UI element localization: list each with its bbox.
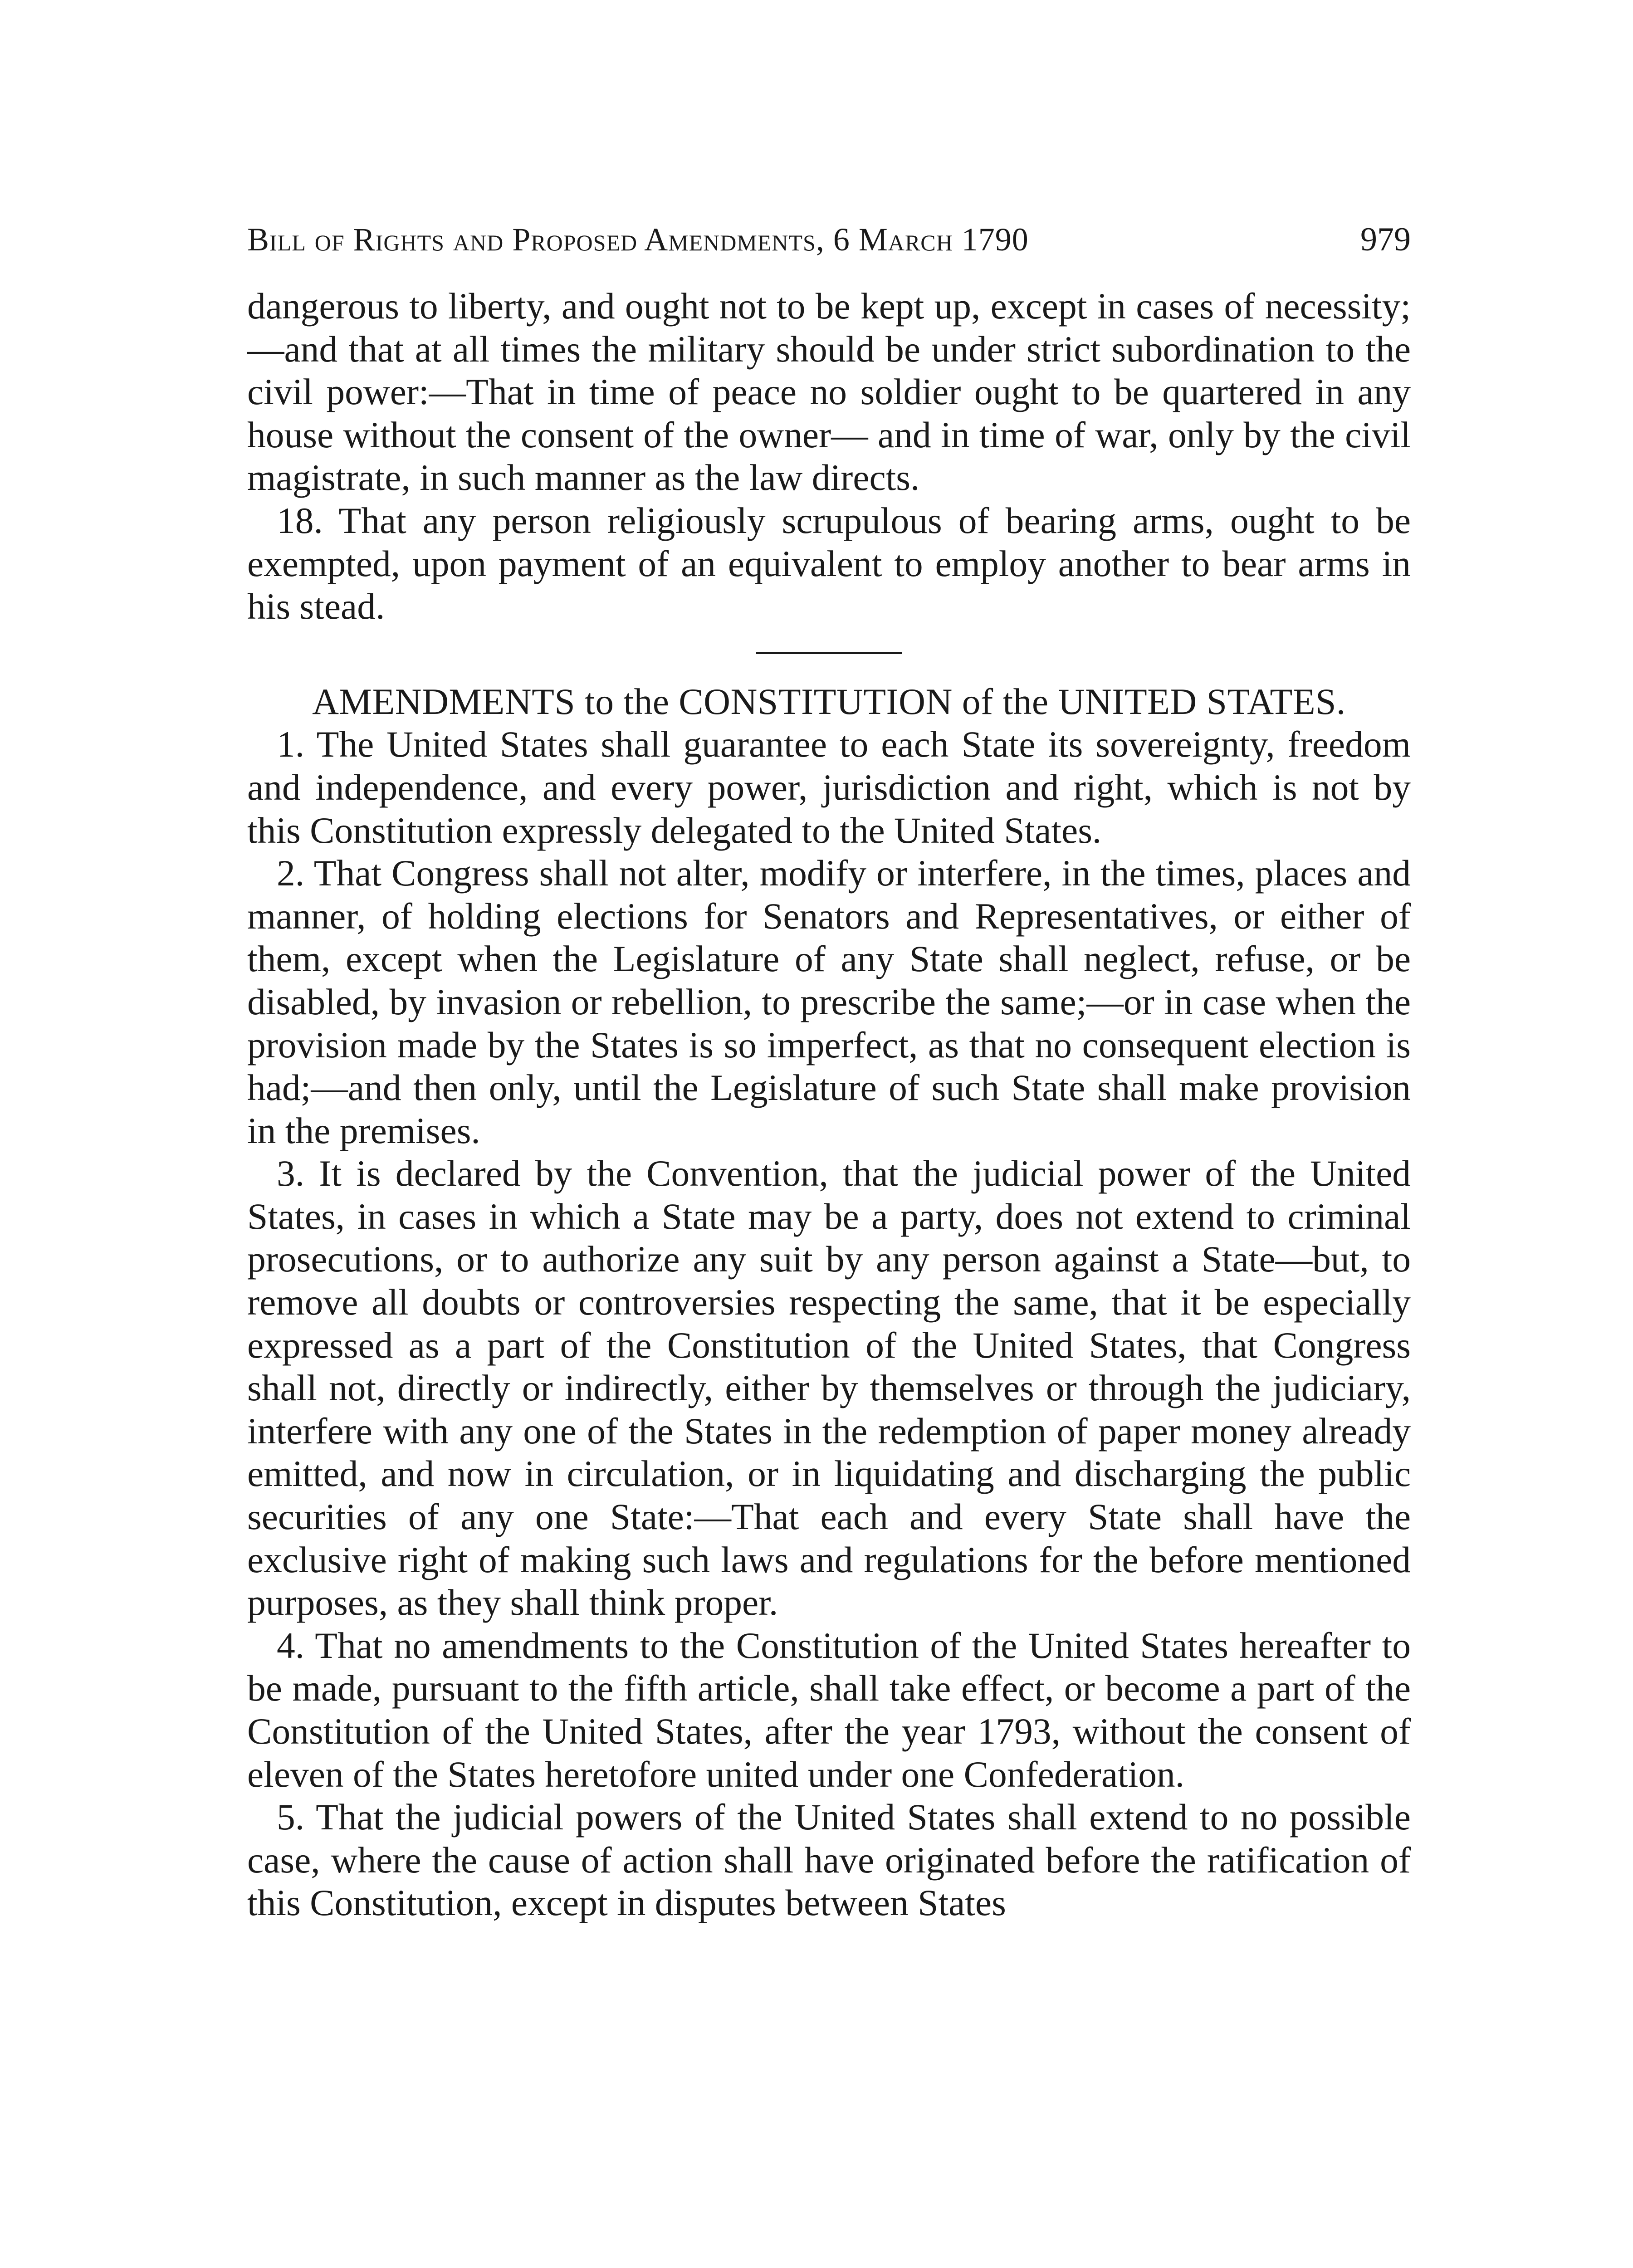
amendment-paragraph-4: 4. That no amendments to the Constitution of the United States hereafter to be made, pursuant to the fifth article, shall take effect, or become a part of the Constitution of the United States, after the year 1793, without the consent of eleven of the States heretofore united under one Confederation.	[247, 1624, 1411, 1795]
body-text	[247, 285, 1411, 1925]
amendment-paragraph-2: 2. That Congress shall not alter, modify or interfere, in the times, places and manner, of holding elections for Senators and Representatives, or either of them, except when the Legislature of any State shall neglect, refuse, or be disabled, by invasion or rebellion, to prescribe the same;—or in case when the provision made by the States is so imperfect, as that no consequent election is had;—and then only, until the Legislature of such State shall make provision in the premises.	[247, 852, 1411, 1151]
article-18-paragraph: 18. That any person religiously scrupulous of bearing arms, ought to be exempted, upon payment of an equivalent to employ another to bear arms in his stead.	[247, 499, 1411, 627]
running-title: Bill of Rights and Proposed Amendments, 6 March 1790	[247, 221, 1029, 258]
amendments-heading: AMENDMENTS to the CONSTITUTION of the UNITED STATES.	[312, 680, 1346, 722]
continuation-paragraph: dangerous to liberty, and ought not to be kept up, except in cases of necessity;—and that at all times the military should be under strict subordination to the civil power:—That in time of peace no soldier ought to be quartered in any house without the consent of the owner— and in time of war, only by the civil magistrate, in such manner as the law directs.	[247, 285, 1411, 499]
amendment-paragraph-1: 1. The United States shall guarantee to each State its sovereignty, freedom and independence, and every power, jurisdiction and right, which is not by this Constitution expressly delegated to the United States.	[247, 723, 1411, 851]
amendment-paragraph-3: 3. It is declared by the Convention, that the judicial power of the United States, in cases in which a State may be a party, does not extend to criminal prosecutions, or to authorize any suit by any person against a State—but, to remove all doubts or controversies respecting the same, that it be especially expressed as a part of the Constitution of the United States, that Congress shall not, directly or indirectly, either by themselves or through the judiciary, interfere with any one of the States in the redemption of paper money already emitted, and now in circulation, or in liquidating and discharging the public securities of any one State:—That each and every State shall have the exclusive right of making such laws and regulations for the before mentioned purposes, as they shall think proper.	[247, 1153, 1411, 1623]
document-page	[247, 213, 1411, 1925]
page-number: 979	[1360, 221, 1411, 258]
section-divider	[756, 652, 902, 654]
running-head	[247, 213, 1411, 263]
amendment-paragraph-5: 5. That the judicial powers of the United States shall extend to no possible case, where the cause of action shall have originated before the ratification of this Constitution, except in disputes between States	[247, 1796, 1411, 1924]
